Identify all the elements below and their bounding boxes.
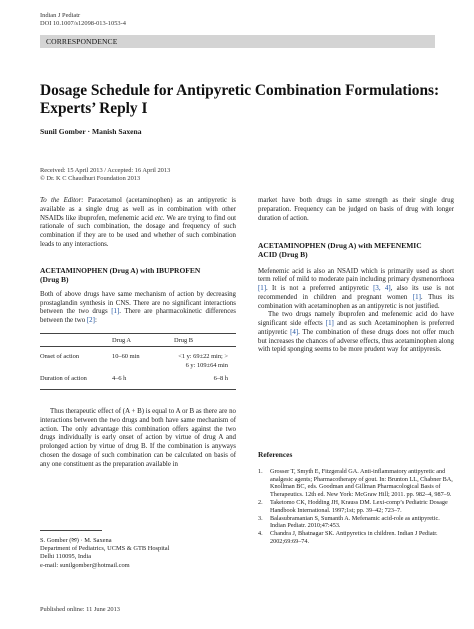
ref-link[interactable]: [3, 4] (373, 285, 391, 293)
heading-ibuprofen-line2: (Drug B) (40, 274, 69, 284)
journal-header (40, 12, 126, 28)
mef-text-b: . It is not a preferred antipyretic (266, 285, 374, 293)
affil-authors: S. Gomber (✉) · M. Saxena (40, 537, 112, 544)
received-accepted: Received: 15 April 2013 / Accepted: 16 April 2013 (40, 167, 171, 174)
intro-paragraph (40, 197, 236, 250)
right-intro-paragraph: market have both drugs in same strength as their single drug preparation. Frequency can be judged on basis of drug with longer duration of action. (258, 197, 454, 222)
doi: DOI 10.1007/s12098-013-1053-4 (40, 20, 126, 28)
pk-table-body (40, 347, 236, 389)
reference-item (258, 515, 454, 531)
table-row (40, 370, 236, 389)
se-text-b: and as such Acetaminophen is preferred antipyretic (258, 320, 454, 336)
heading-mefenemic-line2: ACID (Drug B) (258, 250, 308, 260)
reference-text: Grosser T, Smyth E, Fitzgerald GA. Anti-inflammatory antipyretic and analgesic agents; Pharmacotherapy of gout. In: Brunton LL, Chabner BA, Knollman BC, eds. Goodman and Gillman Pharmacological Basis of Therapeutics. 12th ed. New York: McGraw Hill; 2011. pp. 982–4, 987–9. (270, 467, 453, 499)
table-cell-b: 6–8 h (213, 375, 228, 383)
affil-city: Delhi 110095, India (40, 553, 92, 561)
mef-text-d: . Thus its combination with acetaminophen as an antipyretic is not justified. (258, 293, 454, 310)
ref-link[interactable]: [4] (290, 328, 299, 336)
section-bar (40, 35, 435, 48)
journal-name: Indian J Pediatr (40, 12, 81, 19)
affil-email[interactable]: e-mail: sunilgomber@hotmail.com (40, 561, 130, 569)
left-column (40, 197, 236, 469)
reference-text: Chandra J, Bhatnagar SK. Antipyretics in children. Indian J Pediatr. 2002;69:69–74. (270, 530, 438, 545)
mef-text-c: , also its use is not recommended in children and pregnant women (258, 285, 454, 301)
table-header-cell: Drug A (112, 336, 131, 344)
table-header-cell (40, 334, 112, 346)
reference-number: 2. (258, 498, 263, 506)
intro-text: Paracetamol (acetaminophen) as an antipyretic is available as a single drug as well as in combination with other NSAIDs like ibuprofen, mefenemic acid (40, 197, 236, 222)
pk-table (40, 334, 236, 346)
reference-item (258, 530, 454, 546)
table-cell-b-line1: <1 y: 69±22 min; > (178, 352, 228, 360)
reference-text: Taketomo CK, Hodding JH, Krauss DM. Lexi-comp’s Pediatric Dosage Handbook International. 1997;1st; pp. 39–42; 723–7. (270, 498, 448, 514)
published-date: Published online: 11 June 2013 (40, 606, 120, 613)
reference-number: 3. (258, 514, 263, 522)
mechanism-paragraph (40, 291, 236, 326)
heading-ibuprofen-line1: ACETAMINOPHEN (Drug A) with IBUPROFEN (40, 265, 201, 275)
footnote-rule (40, 530, 102, 531)
therapeutic-paragraph: Thus therapeutic effect of (A + B) is equal to A or B as there are no interactions between the two drugs and both have same mechanism of action. The only advantage this combination offers against the two drugs individually is early onset of action by virtue of drug A and prolonged action by virtue of drug B. If the combination is anyways chosen the dosage of such combination can be calculated on basis of any one constituent as the preparation available in (40, 408, 236, 468)
section-label: CORRESPONDENCE (46, 37, 118, 46)
table-row (40, 347, 236, 371)
ref-link[interactable]: [2] (86, 317, 95, 325)
affil-dept: Department of Pediatrics, UCMS & GTB Hospital (40, 545, 170, 553)
reference-number: 1. (258, 467, 263, 475)
mefenemic-paragraph (258, 268, 454, 312)
para2-text-b: . There are pharmacokinetic differences between the two (40, 308, 236, 325)
table-cell-a: 10–60 min (112, 352, 140, 360)
intro-label: To the Editor: (40, 197, 84, 204)
dates (40, 167, 170, 183)
affiliation (40, 537, 169, 570)
authors: Sunil Gomber · Manish Saxena (40, 127, 142, 136)
table-cell-b (174, 347, 236, 371)
title-line-2: Experts’ Reply I (40, 99, 148, 117)
table-cell-a: 4–6 h (112, 375, 127, 383)
intro-etc: etc. (154, 214, 165, 222)
ref-link[interactable]: [1] (258, 285, 267, 293)
title-line-1: Dosage Schedule for Antipyretic Combination Formulations: (40, 82, 440, 99)
article-title (40, 82, 440, 117)
heading-ibuprofen (40, 266, 236, 284)
table-header-row (40, 334, 236, 346)
reference-number: 4. (258, 530, 263, 538)
se-text-c: . The combination of these drugs does not offer much but increases the chances of adverse effects, thus acetaminophen along with tepid sponging seems to be more prudent way for antipyresis. (258, 328, 455, 354)
se-text-a: The two drugs namely ibuprofen and mefenemic acid do have significant side effects (258, 311, 454, 328)
pk-table-wrap (40, 333, 236, 390)
heading-mefenemic (258, 241, 454, 259)
heading-mefenemic-line1: ACETAMINOPHEN (Drug A) with MEFENEMIC (258, 241, 422, 251)
table-header-cell: Drug B (174, 336, 193, 344)
side-effects-paragraph (258, 311, 454, 355)
reference-text: Balasubramanian S, Sumanth A. Mefenamic acid-role as antipyretic. Indian Pediatr. 2010;47:453. (270, 514, 440, 530)
table-bottom-rule (40, 389, 236, 390)
references (258, 451, 454, 546)
para2-text-a: Both of above drugs have same mechanism of action by decreasing prostaglandin synthesis in CNS. There are no significant interactions between the two drugs (40, 290, 236, 316)
intro-text-2: We are trying to find out rationale of such combination, the dosage and frequency of such combination if they are to be used and whether of such combination leads to any interactions. (40, 214, 237, 248)
table-cell-label: Duration of action (40, 375, 87, 383)
copyright: © Dr. K C Chaudhuri Foundation 2013 (40, 175, 141, 183)
ref-link[interactable]: [1] (325, 320, 334, 328)
reference-list (258, 468, 454, 546)
table-cell-b-line2: 6 y: 109±64 min (185, 361, 228, 369)
right-column (258, 197, 454, 355)
mef-text-a: Mefenemic acid is also an NSAID which is primarily used as short term relief of mild to moderate pain including primary dysmenorrhoea (258, 267, 454, 284)
ref-link[interactable]: [1] (412, 293, 421, 301)
reference-item (258, 499, 454, 515)
para2-text-c: : (94, 317, 97, 325)
reference-item (258, 468, 454, 499)
table-cell-label: Onset of action (40, 352, 80, 360)
ref-link[interactable]: [1] (111, 308, 120, 316)
references-heading: References (258, 450, 293, 459)
